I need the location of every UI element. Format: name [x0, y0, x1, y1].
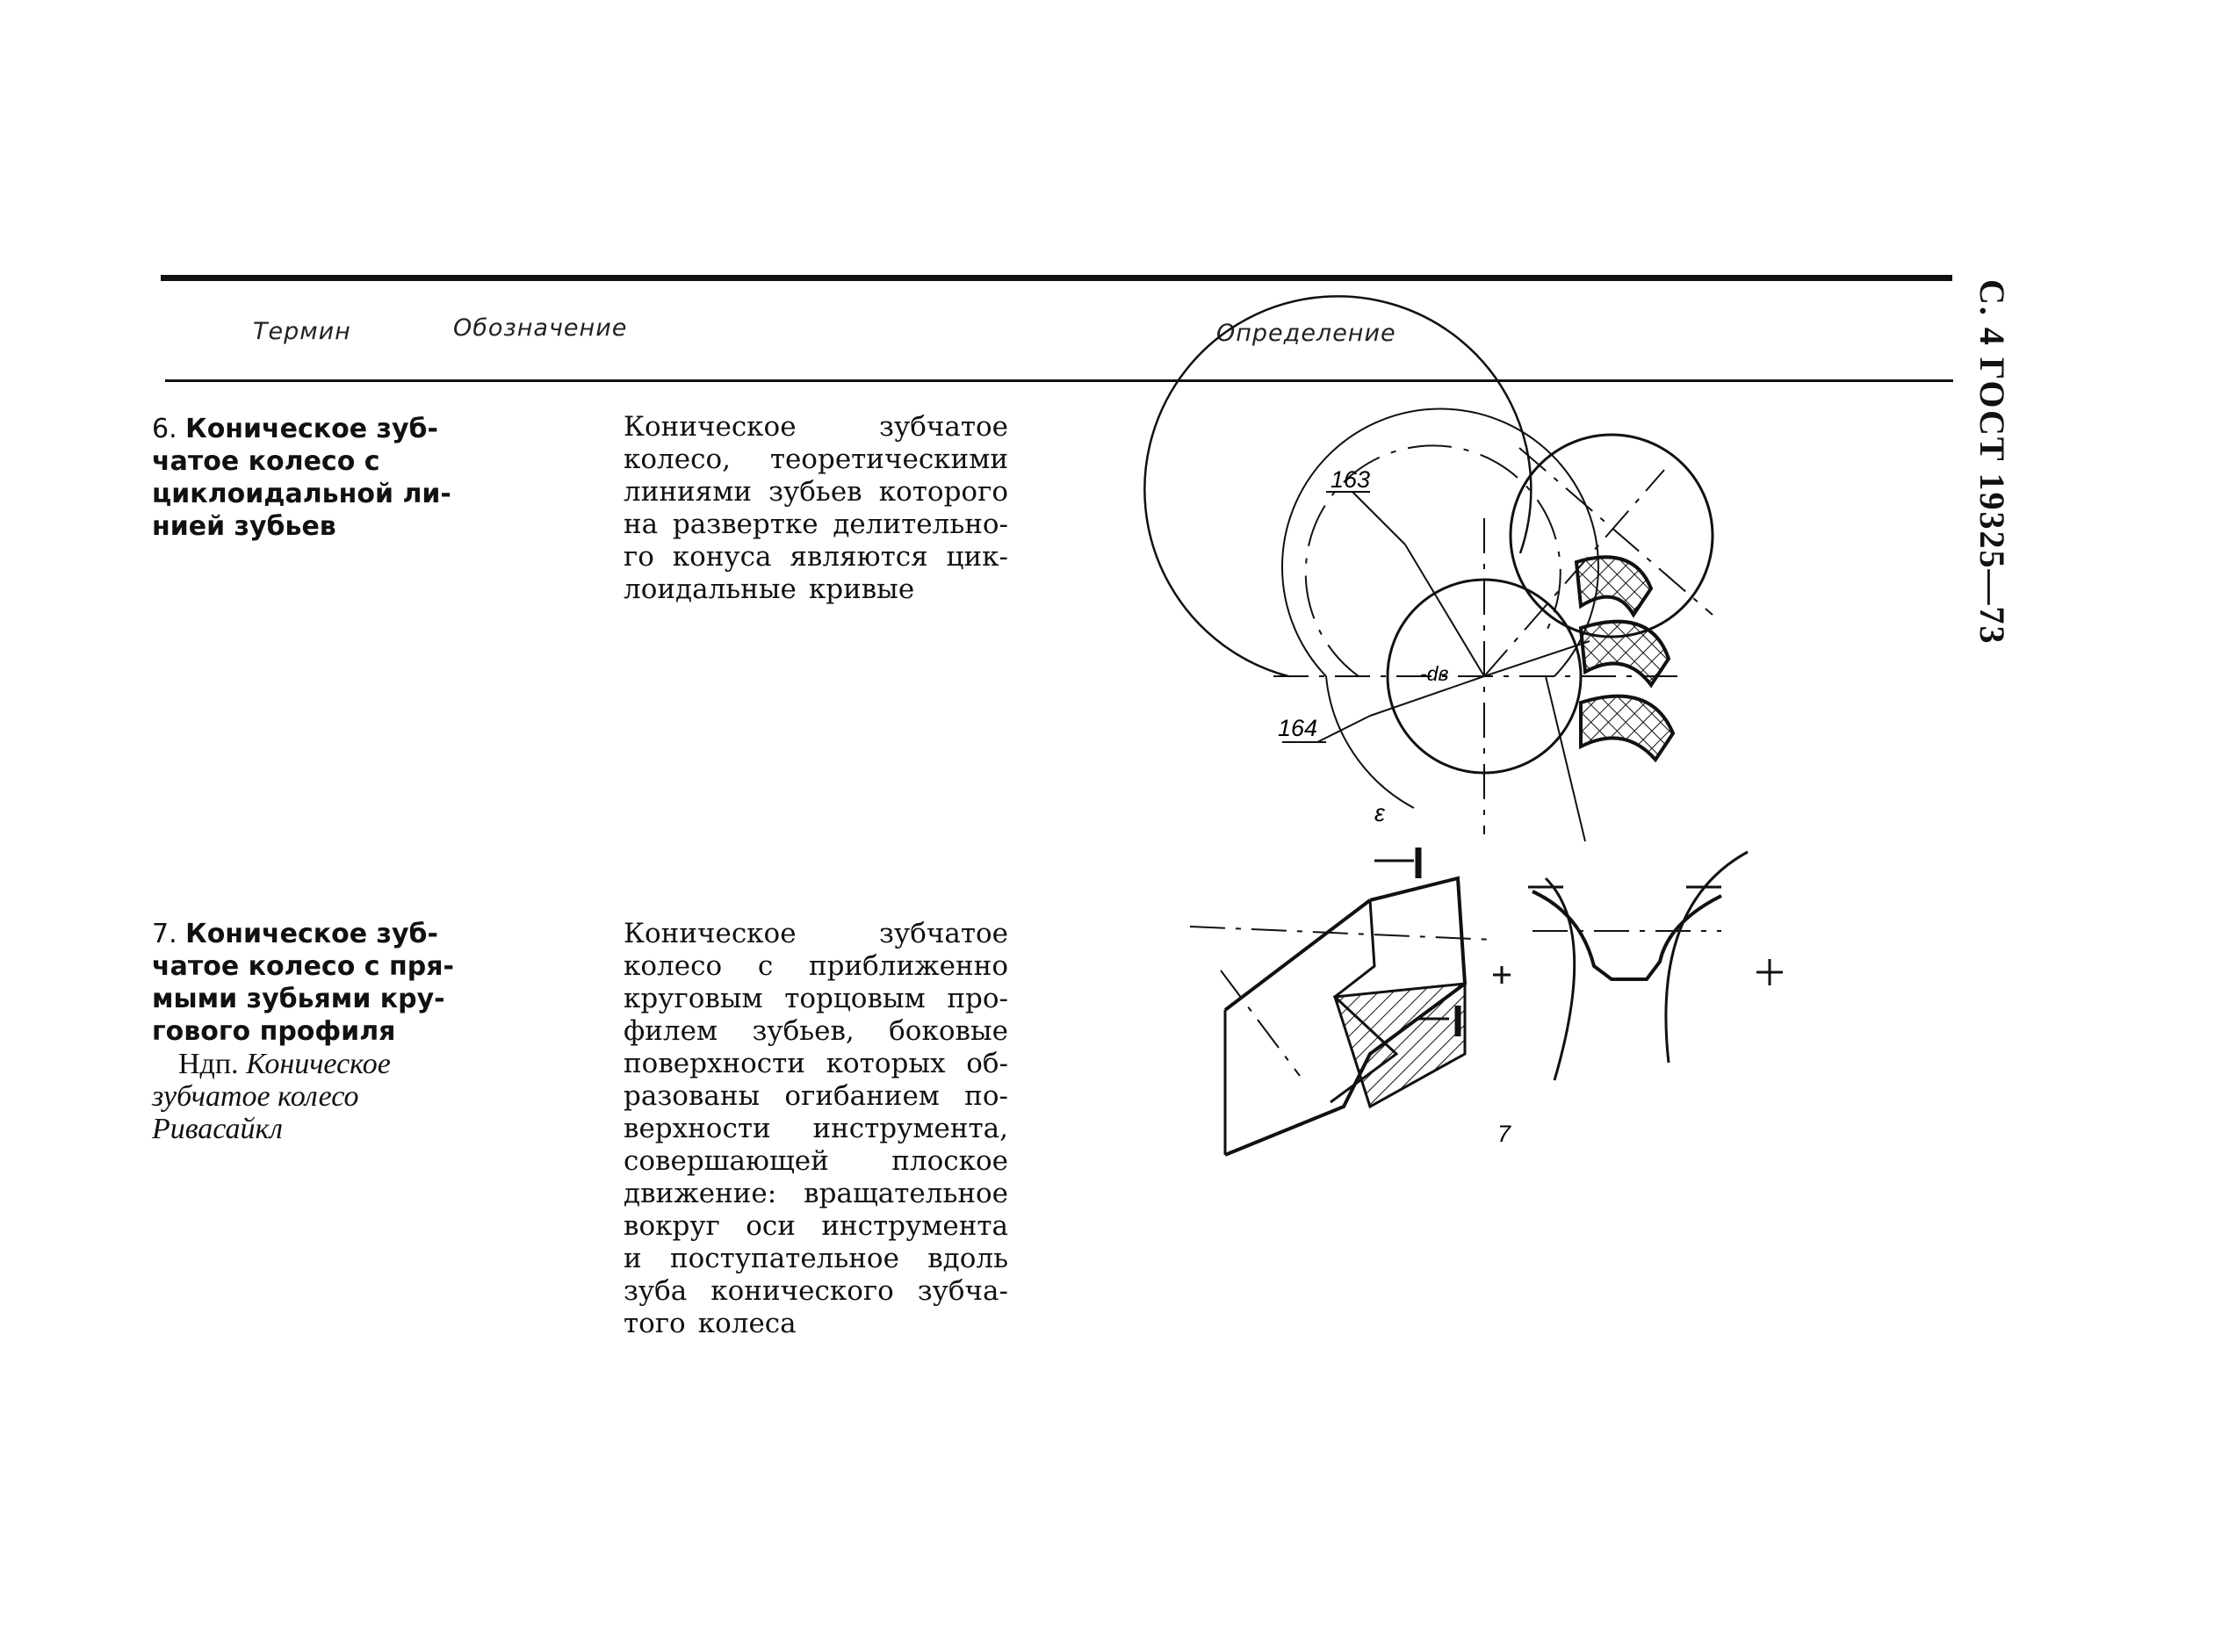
- figure-circular-profile-gear: [1190, 848, 1783, 1155]
- definition-line: колесо, теоретическими: [624, 444, 1008, 475]
- header-term: Термин: [253, 318, 351, 345]
- definition-line: Коническое зубчатое: [624, 918, 1008, 949]
- definition-line: колесо с приближенно: [624, 950, 1008, 982]
- definition-line: го конуса являются цик-: [624, 541, 1008, 573]
- definition-line: и поступательное вдоль: [624, 1243, 1008, 1274]
- entry-6-term-line: чатое колесо с: [152, 446, 380, 477]
- entry-7-term-line: чатое колесо с пря-: [152, 951, 454, 982]
- entry-6-term-line: нией зубьев: [152, 511, 336, 542]
- header-definition: Определение: [1216, 320, 1396, 347]
- header-designation: Обозначение: [453, 314, 628, 342]
- definition-line: филем зубьев, боковые: [624, 1015, 1008, 1047]
- entry-7-term-line: мыми зубьями кру-: [152, 984, 445, 1014]
- figure-cycloidal-gear: [1144, 296, 1713, 841]
- entry-6-term-line: циклоидальной ли-: [152, 479, 451, 509]
- entry-6-number: 6.: [152, 414, 177, 444]
- definition-line: поверхности которых об-: [624, 1048, 1008, 1079]
- page-label: С. 4 ГОСТ 19325—73: [1972, 279, 2012, 646]
- entry-7-alt-line: зубчатое колесо: [152, 1080, 359, 1113]
- entry-7-term-line: гового профиля: [152, 1016, 396, 1047]
- entry-7-alt-line: Коническое: [246, 1048, 391, 1080]
- definition-line: линиями зубьев которого: [624, 476, 1008, 508]
- definition-line: разованы огибанием по-: [624, 1080, 1008, 1112]
- definition-line: совершающей плоское: [624, 1145, 1008, 1177]
- definition-line: зуба конического зубча-: [624, 1275, 1008, 1307]
- figure-6-label-diameter: -dв: [1420, 662, 1449, 685]
- entry-7-alt-prefix: Ндп.: [178, 1048, 239, 1080]
- figure-6-label-bottom: 164: [1278, 715, 1318, 741]
- definition-line: Коническое зубчатое: [624, 411, 1008, 443]
- entry-7-number: 7.: [152, 919, 177, 949]
- definition-line: круговым торцовым про-: [624, 983, 1008, 1014]
- definition-line: движение: вращательное: [624, 1178, 1008, 1209]
- entry-6-term-line: Коническое зуб-: [185, 414, 438, 444]
- figure-7-label-number: 7: [1497, 1121, 1511, 1147]
- definition-line: того колеса: [624, 1308, 797, 1339]
- definition-line: на развертке делительно-: [624, 509, 1008, 540]
- definition-line: вокруг оси инструмента: [624, 1210, 1008, 1242]
- definition-line: лоидальные кривые: [624, 574, 915, 605]
- figure-6-label-epsilon: ε: [1374, 800, 1385, 826]
- entry-7-alt-line: Ривасайкл: [152, 1113, 283, 1145]
- figure-6-label-top: 163: [1331, 466, 1371, 493]
- entry-7-term-line: Коническое зуб-: [185, 919, 438, 949]
- definition-line: верхности инструмента,: [624, 1113, 1008, 1144]
